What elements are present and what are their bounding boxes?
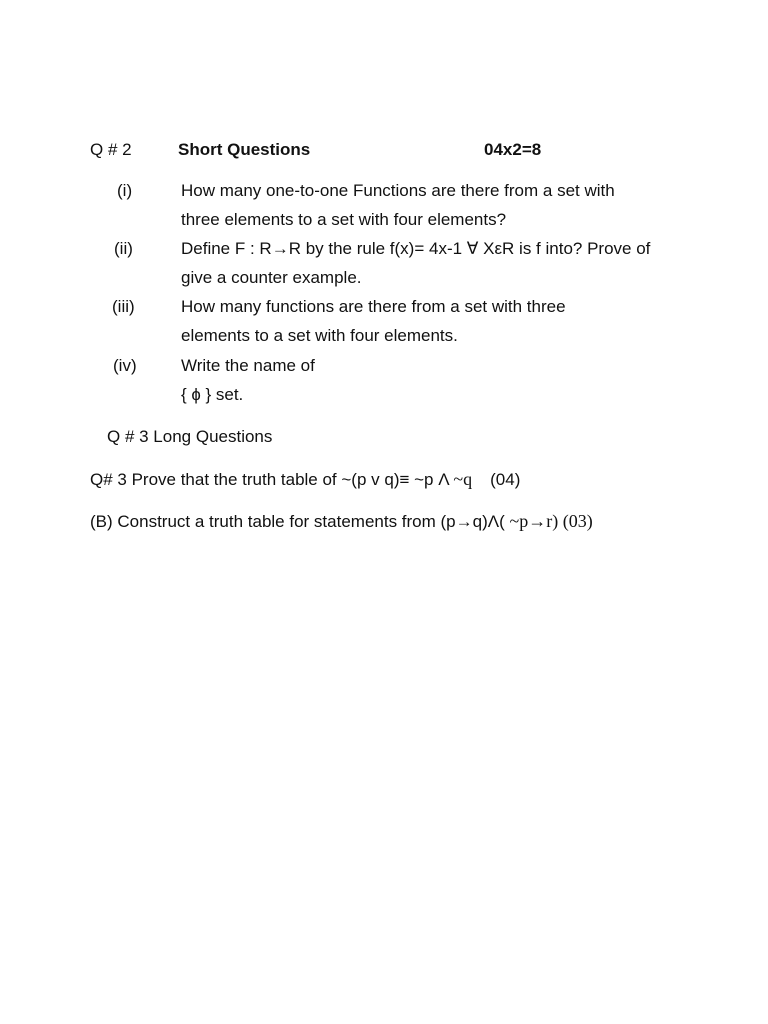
- question-number: (iv): [113, 356, 137, 375]
- long-question-b: [90, 510, 593, 533]
- long-question-a-math: ~q: [453, 469, 473, 489]
- long-questions-heading: Q # 3 Long Questions: [107, 427, 273, 446]
- question-text: How many one-to-one Functions are there from a set with: [181, 181, 615, 200]
- question-text: How many functions are there from a set with three: [181, 297, 566, 316]
- question-number: (ii): [114, 239, 133, 258]
- long-question-b-text: (B) Construct a truth table for statements from (p→q)Λ(: [90, 512, 510, 531]
- question-number: (iii): [112, 297, 135, 316]
- section-title: Short Questions: [178, 140, 311, 159]
- question-text: Define F : R→R by the rule f(x)= 4x-1 ∀ XεR is f into? Prove of: [181, 239, 651, 258]
- section-marks: 04x2=8: [484, 140, 542, 159]
- question-text: three elements to a set with four elements?: [181, 210, 507, 229]
- long-question-a: [90, 468, 520, 491]
- question-text: elements to a set with four elements.: [181, 326, 458, 345]
- section-label: Q # 2: [90, 140, 132, 159]
- question-text: Write the name of: [181, 356, 315, 375]
- long-question-a-marks: (04): [490, 470, 521, 489]
- question-number: (i): [117, 181, 133, 200]
- long-question-b-math: ~p→r) (03): [509, 511, 593, 531]
- long-question-a-text: Q# 3 Prove that the truth table of ~(p v q)≡ ~p Λ: [90, 470, 454, 489]
- question-text: { ɸ } set.: [181, 385, 244, 404]
- question-text: give a counter example.: [181, 268, 362, 287]
